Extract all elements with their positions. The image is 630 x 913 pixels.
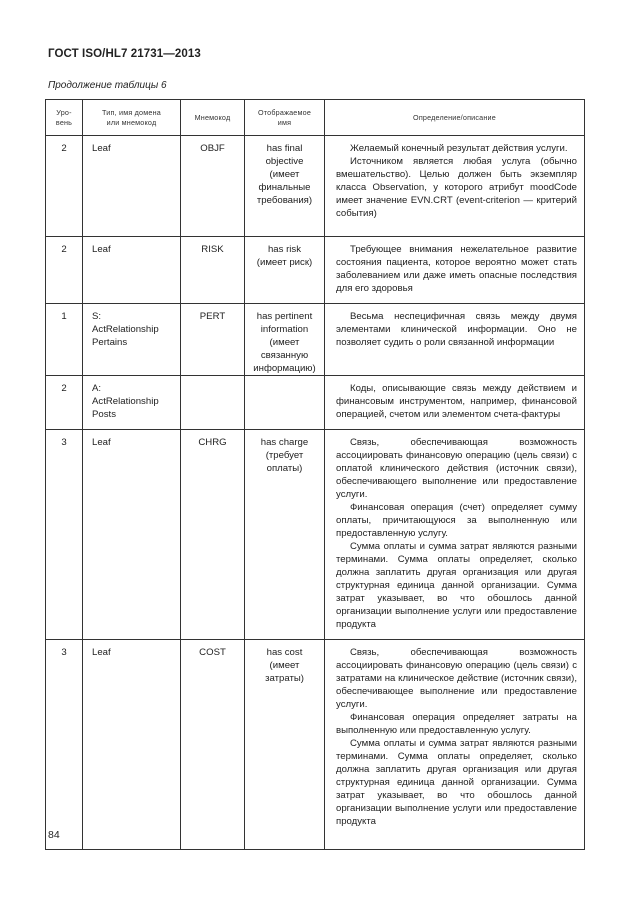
cell-display-name: has final objective (имеет финальные требования) (245, 136, 325, 237)
cell-level: 3 (46, 430, 83, 640)
cell-display-name: has cost (имеет затраты) (245, 640, 325, 850)
cell-code (181, 376, 245, 430)
definition-paragraph: Требующее внимания нежелательное развитие состояния пациента, которое вероятно может стать заболеванием или даже иметь опасные последствия для его здоровья (336, 244, 577, 294)
cell-display-name: has charge (требует оплаты) (245, 430, 325, 640)
definition-paragraph: Сумма оплаты и сумма затрат являются разными терминами. Сумма оплаты определяет, сколько должна заплатить другая организация или другая структурная единица данной организации. Сумма затрат указывает, во что обошлось данной организации выполнение услуги или предоставление продукта (336, 541, 577, 630)
cell-display-name: has pertinent information (имеет связанную информацию) (245, 304, 325, 376)
page-number: 84 (48, 829, 60, 841)
code-table (45, 99, 585, 850)
cell-type: Leaf (83, 640, 181, 850)
cell-definition (325, 430, 585, 640)
table-row (46, 136, 585, 237)
table-row (46, 640, 585, 850)
definition-paragraph: Финансовая операция (счет) определяет сумму оплаты, причитающуюся за выполненную или предоставленную услугу. (336, 502, 577, 539)
cell-type: Leaf (83, 430, 181, 640)
definition-paragraph: Финансовая операция определяет затраты на выполненную или предоставленную услугу. (336, 712, 577, 736)
cell-code: RISK (181, 237, 245, 304)
cell-definition (325, 136, 585, 237)
column-header-code: Мнемокод (181, 100, 245, 136)
cell-level: 2 (46, 136, 83, 237)
cell-definition (325, 376, 585, 430)
cell-type: Leaf (83, 136, 181, 237)
cell-level: 1 (46, 304, 83, 376)
cell-code: CHRG (181, 430, 245, 640)
definition-paragraph: Связь, обеспечивающая возможность ассоциировать финансовую операцию (цель связи) с затратами на клиническое действие (источник связи), обеспечивающее выполнение или предоставление услуги. (336, 647, 577, 710)
cell-type: S: ActRelationship Pertains (83, 304, 181, 376)
cell-definition (325, 640, 585, 850)
cell-code: OBJF (181, 136, 245, 237)
column-header-definition: Определение/описание (325, 100, 585, 136)
cell-display-name: has risk (имеет риск) (245, 237, 325, 304)
column-header-level: Уро- вень (46, 100, 83, 136)
column-header-display-name: Отображаемое имя (245, 100, 325, 136)
definition-paragraph: Желаемый конечный результат действия услуги. (350, 143, 568, 154)
table-continuation-caption: Продолжение таблицы 6 (48, 80, 167, 91)
definition-paragraph: Весьма неспецифичная связь между двумя элементами клинической информации. Оно не позволяет судить о роли связанной информации (336, 311, 577, 348)
table-row (46, 237, 585, 304)
document-code: ГОСТ ISO/HL7 21731—2013 (48, 48, 201, 60)
table-row (46, 376, 585, 430)
cell-definition (325, 304, 585, 376)
definition-paragraph: Связь, обеспечивающая возможность ассоциировать финансовую операцию (цель связи) с оплатой клинического действия (источник связи), обеспечивающего выполнение или предоставление услуги. (336, 437, 577, 500)
definition-paragraph: Источником является любая услуга (обычно вмешательство). Целью должен быть экземпляр класса Observation, у которого атрибут moodCode имеет значение EVN.CRT (event-criterion — критерий события) (336, 156, 577, 219)
cell-type: A: ActRelationship Posts (83, 376, 181, 430)
table-row (46, 430, 585, 640)
cell-level: 3 (46, 640, 83, 850)
column-header-type: Тип, имя домена или мнемокод (83, 100, 181, 136)
cell-level: 2 (46, 237, 83, 304)
cell-code: PERT (181, 304, 245, 376)
table-header-row (46, 100, 585, 136)
cell-definition (325, 237, 585, 304)
cell-display-name (245, 376, 325, 430)
definition-paragraph: Сумма оплаты и сумма затрат являются разными терминами. Сумма оплаты определяет, сколько должна заплатить другая организация или другая структурная единица данной организации. Сумма затрат указывает, во что обошлось данной организации выполнение услуги или предоставление продукта (336, 738, 577, 827)
definition-paragraph: Коды, описывающие связь между действием и финансовым инструментом, например, финансовой операцией, счетом или элементом счета-фактуры (336, 383, 577, 420)
cell-type: Leaf (83, 237, 181, 304)
table-row (46, 304, 585, 376)
cell-code: COST (181, 640, 245, 850)
cell-level: 2 (46, 376, 83, 430)
